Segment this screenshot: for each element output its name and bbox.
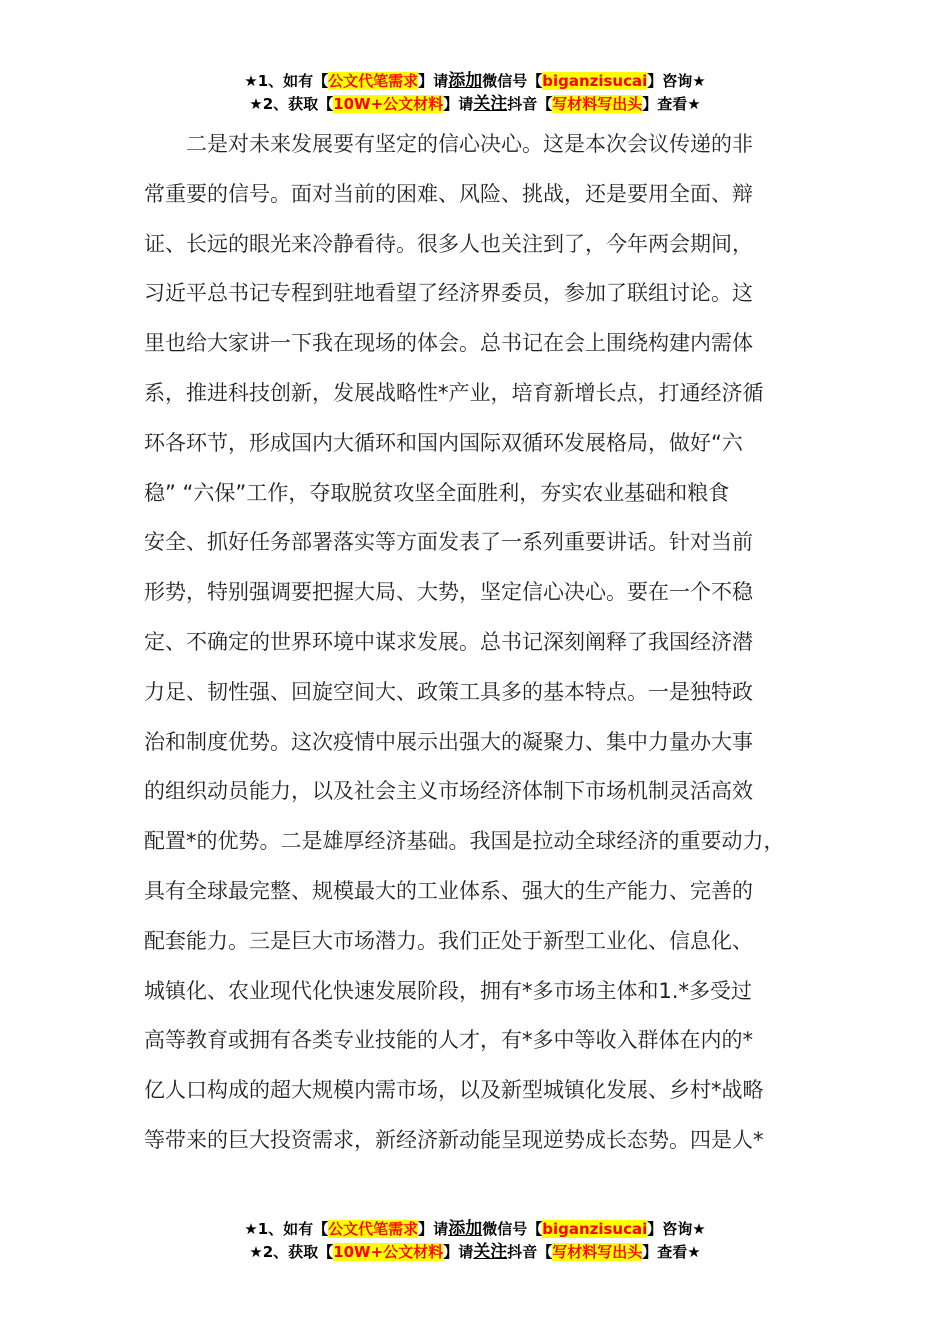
banner-highlight: 写材料写出头	[552, 1243, 643, 1261]
document-body	[144, 120, 824, 1166]
banner-text: 】请	[443, 95, 474, 113]
banner-emphasis: 关注	[473, 1242, 508, 1262]
body-line: 里也给大家讲一下我在现场的体会。总书记在会上围绕构建内需体	[144, 331, 753, 356]
body-line: 城镇化、农业现代化快速发展阶段，拥有*多市场主体和1.*多受过	[144, 978, 753, 1003]
body-line: 证、长远的眼光来冷静看待。很多人也关注到了，今年两会期间，	[144, 231, 753, 256]
banner-text: 微信号【	[482, 72, 543, 90]
banner-highlight: 公文代笔需求	[328, 72, 419, 90]
banner-text: 】查看★	[642, 95, 701, 113]
footer-banner	[0, 1218, 950, 1264]
body-line: 安全、抓好任务部署落实等方面发表了一系列重要讲话。针对当前	[144, 530, 753, 555]
banner-highlight: biganzisucai	[542, 1220, 648, 1238]
banner-highlight: 10W+公文材料	[333, 95, 444, 113]
banner-line-1	[0, 70, 950, 93]
banner-emphasis: 添加	[448, 71, 483, 91]
banner-text: ★1、如有【	[244, 1220, 329, 1238]
banner-text: 】咨询★	[647, 72, 706, 90]
banner-line-2	[0, 1241, 950, 1264]
body-line: 系，推进科技创新，发展战略性*产业，培育新增长点，打通经济循	[144, 380, 764, 405]
banner-text: 微信号【	[482, 1220, 543, 1238]
banner-line-1	[0, 1218, 950, 1241]
body-line: 稳” “六保”工作，夺取脱贫攻坚全面胜利，夯实农业基础和粮食	[144, 480, 730, 505]
body-line: 二是对未来发展要有坚定的信心决心。这是本次会议传递的非	[144, 132, 753, 156]
banner-highlight: 写材料写出头	[552, 95, 643, 113]
body-line: 配套能力。三是巨大市场潜力。我们正处于新型工业化、信息化、	[144, 928, 753, 953]
banner-text: 】请	[418, 72, 449, 90]
body-line: 环各环节，形成国内大循环和国内国际双循环发展格局，做好“六	[144, 430, 743, 455]
header-banner	[0, 70, 950, 116]
body-line: 习近平总书记专程到驻地看望了经济界委员，参加了联组讨论。这	[144, 281, 753, 306]
body-line: 等带来的巨大投资需求，新经济新动能呈现逆势成长态势。四是人*	[144, 1127, 764, 1152]
banner-highlight: 10W+公文材料	[333, 1243, 444, 1261]
body-line: 定、不确定的世界环境中谋求发展。总书记深刻阐释了我国经济潜	[144, 629, 753, 654]
body-line: 配置*的优势。二是雄厚经济基础。我国是拉动全球经济的重要动力，	[144, 829, 785, 854]
banner-highlight: 公文代笔需求	[328, 1220, 419, 1238]
banner-text: ★2、获取【	[249, 1243, 334, 1261]
banner-highlight: biganzisucai	[542, 72, 648, 90]
banner-text: ★1、如有【	[244, 72, 329, 90]
banner-text: 】咨询★	[647, 1220, 706, 1238]
banner-text: 抖音【	[507, 1243, 553, 1261]
banner-text: 】查看★	[642, 1243, 701, 1261]
body-line: 具有全球最完整、规模最大的工业体系、强大的生产能力、完善的	[144, 878, 753, 903]
banner-text: 】请	[443, 1243, 474, 1261]
banner-text: ★2、获取【	[249, 95, 334, 113]
banner-text: 】请	[418, 1220, 449, 1238]
banner-emphasis: 添加	[448, 1219, 483, 1239]
banner-text: 抖音【	[507, 95, 553, 113]
body-line: 的组织动员能力，以及社会主义市场经济体制下市场机制灵活高效	[144, 779, 753, 804]
banner-line-2	[0, 93, 950, 116]
body-line: 高等教育或拥有各类专业技能的人才，有*多中等收入群体在内的*	[144, 1028, 753, 1053]
body-line: 常重要的信号。面对当前的困难、风险、挑战，还是要用全面、辩	[144, 181, 753, 206]
banner-emphasis: 关注	[473, 94, 508, 114]
body-line: 形势，特别强调要把握大局、大势，坚定信心决心。要在一个不稳	[144, 580, 753, 605]
body-line: 亿人口构成的超大规模内需市场，以及新型城镇化发展、乡村*战略	[144, 1078, 764, 1103]
body-line: 治和制度优势。这次疫情中展示出强大的凝聚力、集中力量办大事	[144, 729, 753, 754]
body-line: 力足、韧性强、回旋空间大、政策工具多的基本特点。一是独特政	[144, 679, 753, 704]
